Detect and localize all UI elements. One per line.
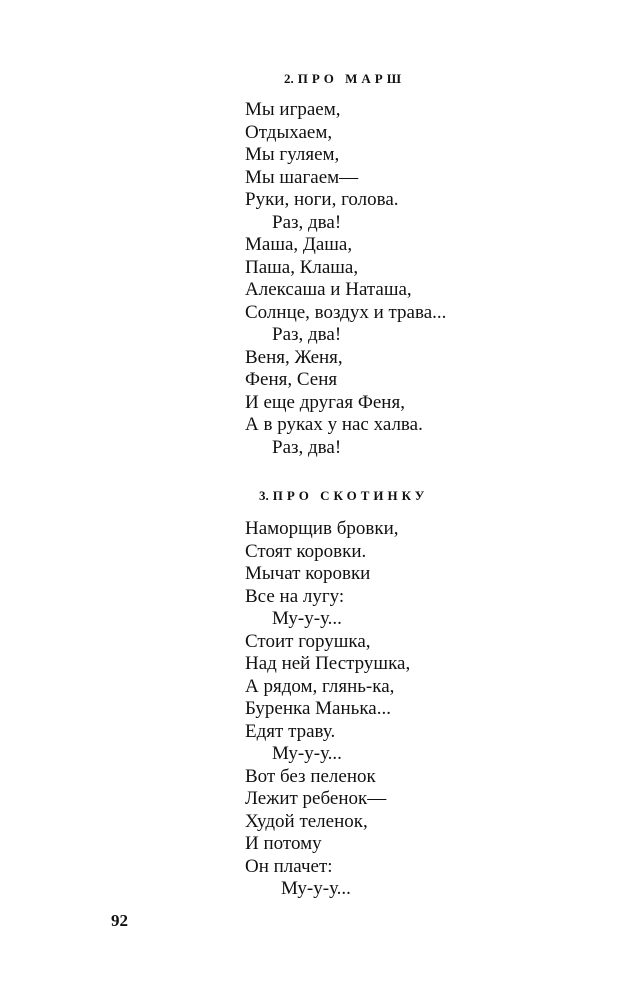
poem-line: Му-у-у... xyxy=(272,743,342,764)
poem-line: Раз, два! xyxy=(272,211,342,233)
poem-line: А рядом, глянь-ка, xyxy=(245,675,395,697)
poem-line: А в руках у нас халва. xyxy=(245,414,423,435)
section-number: 3. xyxy=(259,488,269,503)
poem-line: Он плачет: xyxy=(245,855,333,877)
poem-line: Отдыхаем, xyxy=(245,121,333,143)
poem-line: Солнце, воздух и трава... xyxy=(245,301,447,323)
section-number: 2. xyxy=(284,71,294,86)
page-number: 92 xyxy=(111,911,128,930)
section-heading-pro-skotinku xyxy=(259,488,428,504)
poem-line: Едят траву. xyxy=(245,720,336,742)
section-title: ПРО МАРШ xyxy=(297,71,405,86)
poem-line: Вот без пеленок xyxy=(245,765,376,787)
poem-line: Му-у-у... xyxy=(272,608,342,629)
poem-line: Мы гуляем, xyxy=(245,144,340,165)
poem-line: Раз, два! xyxy=(272,436,342,458)
poem-line: Все на лугу: xyxy=(245,585,345,607)
section-heading-pro-marsh xyxy=(284,71,405,87)
poem-line: Раз, два! xyxy=(272,324,342,345)
poem-line: Стоят коровки. xyxy=(245,540,367,562)
poem-line: Паша, Клаша, xyxy=(245,256,359,278)
poem-line: Над ней Пеструшка, xyxy=(245,653,411,674)
poem-line: Руки, ноги, голова. xyxy=(245,189,399,210)
poem-line: Мы шагаем— xyxy=(245,166,359,188)
poem-line: И потому xyxy=(245,833,322,854)
section-title: ПРО СКОТИНКУ xyxy=(272,488,429,503)
poem-pro-skotinku xyxy=(245,518,410,901)
poem-pro-marsh xyxy=(245,99,446,459)
poem-line: Худой теленок, xyxy=(245,810,368,832)
poem-line: Веня, Женя, xyxy=(245,346,343,368)
poem-line: Стоит горушка, xyxy=(245,630,371,652)
poem-line: Мычат коровки xyxy=(245,563,371,584)
poem-line: И еще другая Феня, xyxy=(245,391,405,413)
poem-line: Маша, Даша, xyxy=(245,234,353,255)
poem-line: Алексаша и Наташа, xyxy=(245,279,412,300)
poem-line: Феня, Сеня xyxy=(245,369,338,390)
poem-line: Наморщив бровки, xyxy=(245,518,399,539)
poem-line: Му-у-у... xyxy=(281,878,351,899)
poem-line: Лежит ребенок— xyxy=(245,788,387,809)
poem-line: Буренка Манька... xyxy=(245,698,391,719)
poem-line: Мы играем, xyxy=(245,99,341,120)
